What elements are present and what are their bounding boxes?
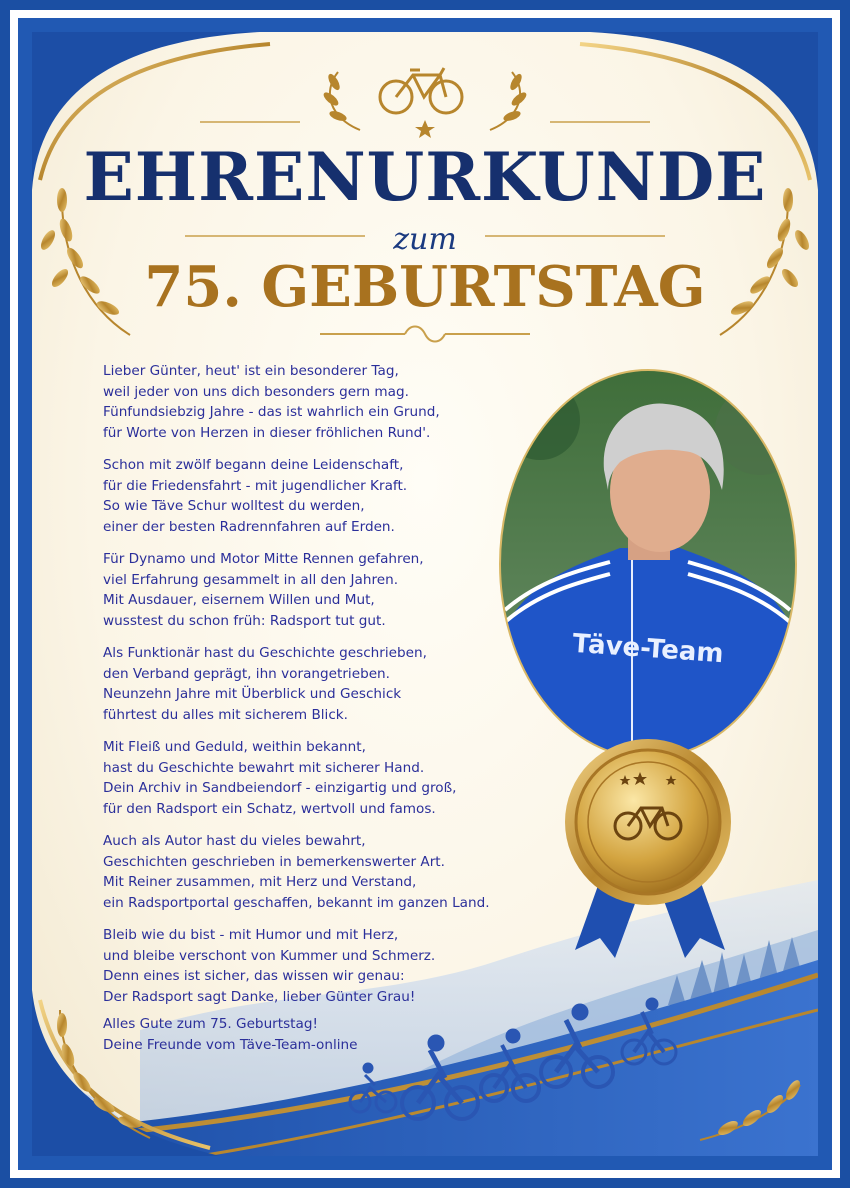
- poem-line: Mit Fleiß und Geduld, weithin bekannt,: [103, 739, 366, 755]
- stanza: [103, 643, 523, 725]
- poem-line: Dein Archiv in Sandbeiendorf - einzigartig und groß,: [103, 780, 457, 796]
- poem-line: Denn eines ist sicher, das wissen wir genau:: [103, 968, 405, 984]
- certificate-subtitle: 75. GEBURTSTAG: [144, 254, 706, 320]
- poem-line: Fünfundsiebzig Jahre - das ist wahrlich ein Grund,: [103, 404, 440, 420]
- stanza: [103, 737, 523, 819]
- closing-line: Alles Gute zum 75. Geburtstag!: [103, 1016, 318, 1032]
- star-icon: [415, 120, 435, 138]
- shirt-text: Täve-Team: [571, 628, 725, 670]
- poem-line: einer der besten Radrennfahren auf Erden.: [103, 518, 395, 535]
- stanza: [103, 549, 523, 631]
- poem-line: Bleib wie du bist - mit Humor und mit Herz,: [103, 927, 399, 943]
- poem-line: So wie Täve Schur wolltest du werden,: [103, 498, 365, 514]
- stanza: [103, 361, 523, 443]
- poem-line: führtest du alles mit sicherem Blick.: [103, 706, 348, 723]
- divider-flourish: [320, 327, 530, 342]
- poem-line: Neunzehn Jahre mit Überblick und Geschick: [103, 686, 402, 702]
- poem-line: wusstest du schon früh: Radsport tut gut.: [103, 612, 386, 629]
- poem: [103, 361, 523, 1019]
- poem-line: Für Dynamo und Motor Mitte Rennen gefahren,: [103, 551, 424, 567]
- poem-line: weil jeder von uns dich besonders gern mag.: [103, 383, 409, 400]
- poem-line: den Verband geprägt, ihn vorangetrieben.: [103, 665, 390, 682]
- certificate-title: EHRENURKUNDE: [83, 138, 767, 216]
- stanza: [103, 831, 523, 913]
- poem-line: für Worte von Herzen in dieser fröhlichen Rund'.: [103, 424, 431, 441]
- poem-line: hast du Geschichte bewahrt mit sicherer Hand.: [103, 759, 425, 776]
- poem-line: viel Erfahrung gesammelt in all den Jahren.: [103, 571, 399, 588]
- closing-signature: Deine Freunde vom Täve-Team-online: [103, 1036, 358, 1053]
- portrait-photo: [500, 370, 805, 760]
- poem-line: Der Radsport sagt Danke, lieber Günter Grau!: [103, 988, 416, 1005]
- poem-line: Schon mit zwölf begann deine Leidenschaft,: [103, 457, 404, 473]
- poem-line: für den Radsport ein Schatz, wertvoll und famos.: [103, 800, 436, 817]
- stanza: [103, 925, 523, 1007]
- bicycle-icon: [380, 68, 462, 113]
- poem-line: für die Friedensfahrt - mit jugendlicher Kraft.: [103, 477, 408, 494]
- poem-line: Geschichten geschrieben in bemerkenswerter Art.: [103, 853, 445, 870]
- poem-line: ein Radsportportal geschaffen, bekannt im ganzen Land.: [103, 894, 490, 911]
- poem-line: und bleibe verschont von Kummer und Schmerz.: [103, 947, 436, 964]
- poem-line: Mit Reiner zusammen, mit Herz und Verstand,: [103, 874, 417, 890]
- poem-line: Mit Ausdauer, eisernem Willen und Mut,: [103, 592, 375, 608]
- title-connector: zum: [393, 222, 457, 257]
- closing-wishes: [103, 1014, 358, 1055]
- poem-line: Als Funktionär hast du Geschichte geschrieben,: [103, 645, 427, 661]
- stanza: [103, 455, 523, 537]
- poem-line: Auch als Autor hast du vieles bewahrt,: [103, 833, 366, 849]
- poem-line: Lieber Günter, heut' ist ein besonderer Tag,: [103, 363, 399, 379]
